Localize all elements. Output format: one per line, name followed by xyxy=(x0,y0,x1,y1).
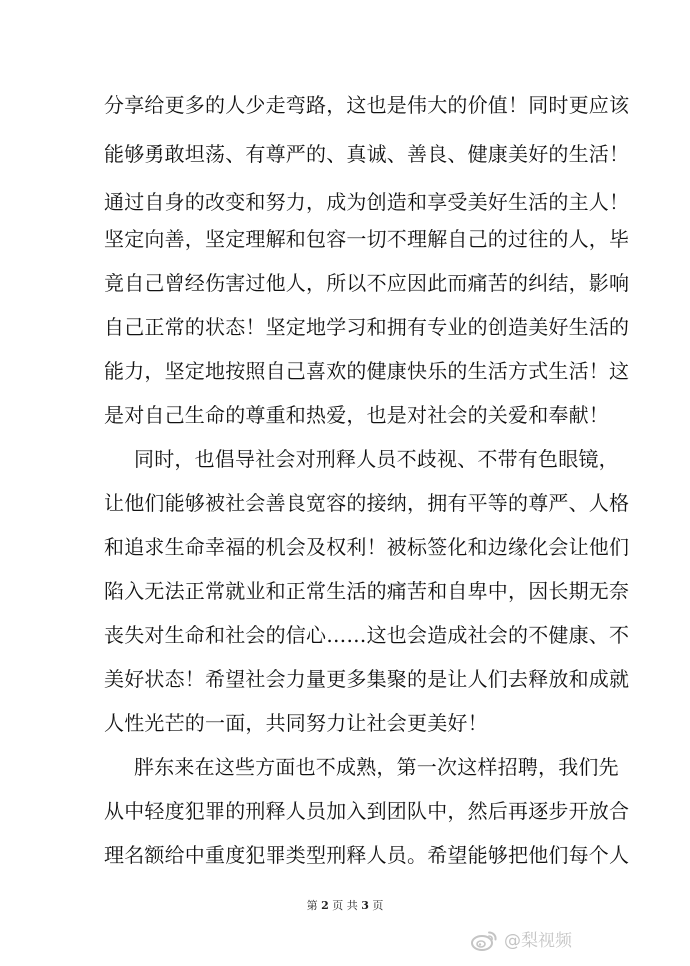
watermark-text: @梨视频 xyxy=(504,931,572,951)
footer-prefix: 第 xyxy=(306,899,318,912)
paragraph-start-line: 胖东来在这些方面也不成熟，第一次这样招聘，我们先 xyxy=(134,755,619,779)
current-page-number: 2 xyxy=(321,899,329,912)
text-line: 人性光芒的一面，共同努力让社会更美好！ xyxy=(104,711,488,735)
text-line: 和追求生命幸福的机会及权利！被标签化和边缘化会让他们 xyxy=(104,535,630,559)
text-line: 通过自身的改变和努力，成为创造和享受美好生活的主人！ xyxy=(104,190,630,214)
text-line: 能力，坚定地按照自己喜欢的健康快乐的生活方式生活！这 xyxy=(104,359,630,383)
text-line: 分享给更多的人少走弯路，这也是伟大的价值！同时更应该 xyxy=(104,93,630,117)
weibo-icon xyxy=(470,930,498,952)
paragraph-start-line: 同时，也倡导社会对刑释人员不歧视、不带有色眼镜， xyxy=(134,447,619,471)
text-line: 坚定向善，坚定理解和包容一切不理解自己的过往的人，毕 xyxy=(104,227,630,251)
text-line: 美好状态！希望社会力量更多集聚的是让人们去释放和成就 xyxy=(104,667,630,691)
text-line: 是对自己生命的尊重和热爱，也是对社会的关爱和奉献！ xyxy=(104,403,609,427)
page-footer xyxy=(0,899,690,913)
text-line: 陷入无法正常就业和正常生活的痛苦和自卑中，因长期无奈 xyxy=(104,579,630,603)
watermark xyxy=(470,930,572,952)
text-line: 从中轻度犯罪的刑释人员加入到团队中，然后再逐步开放合 xyxy=(104,799,630,823)
footer-middle: 页 共 xyxy=(332,899,358,912)
text-line: 竟自己曾经伤害过他人，所以不应因此而痛苦的纠结，影响 xyxy=(104,271,630,295)
text-line: 让他们能够被社会善良宽容的接纳，拥有平等的尊严、人格 xyxy=(104,491,630,515)
text-line: 理名额给中重度犯罪类型刑释人员。希望能够把他们每个人 xyxy=(104,843,630,867)
total-pages-number: 3 xyxy=(361,899,369,912)
text-line: 自己正常的状态！坚定地学习和拥有专业的创造美好生活的 xyxy=(104,315,630,339)
footer-suffix: 页 xyxy=(372,899,384,912)
text-line: 能够勇敢坦荡、有尊严的、真诚、善良、健康美好的生活！ xyxy=(104,142,630,166)
text-line: 丧失对生命和社会的信心……这也会造成社会的不健康、不 xyxy=(104,623,630,647)
